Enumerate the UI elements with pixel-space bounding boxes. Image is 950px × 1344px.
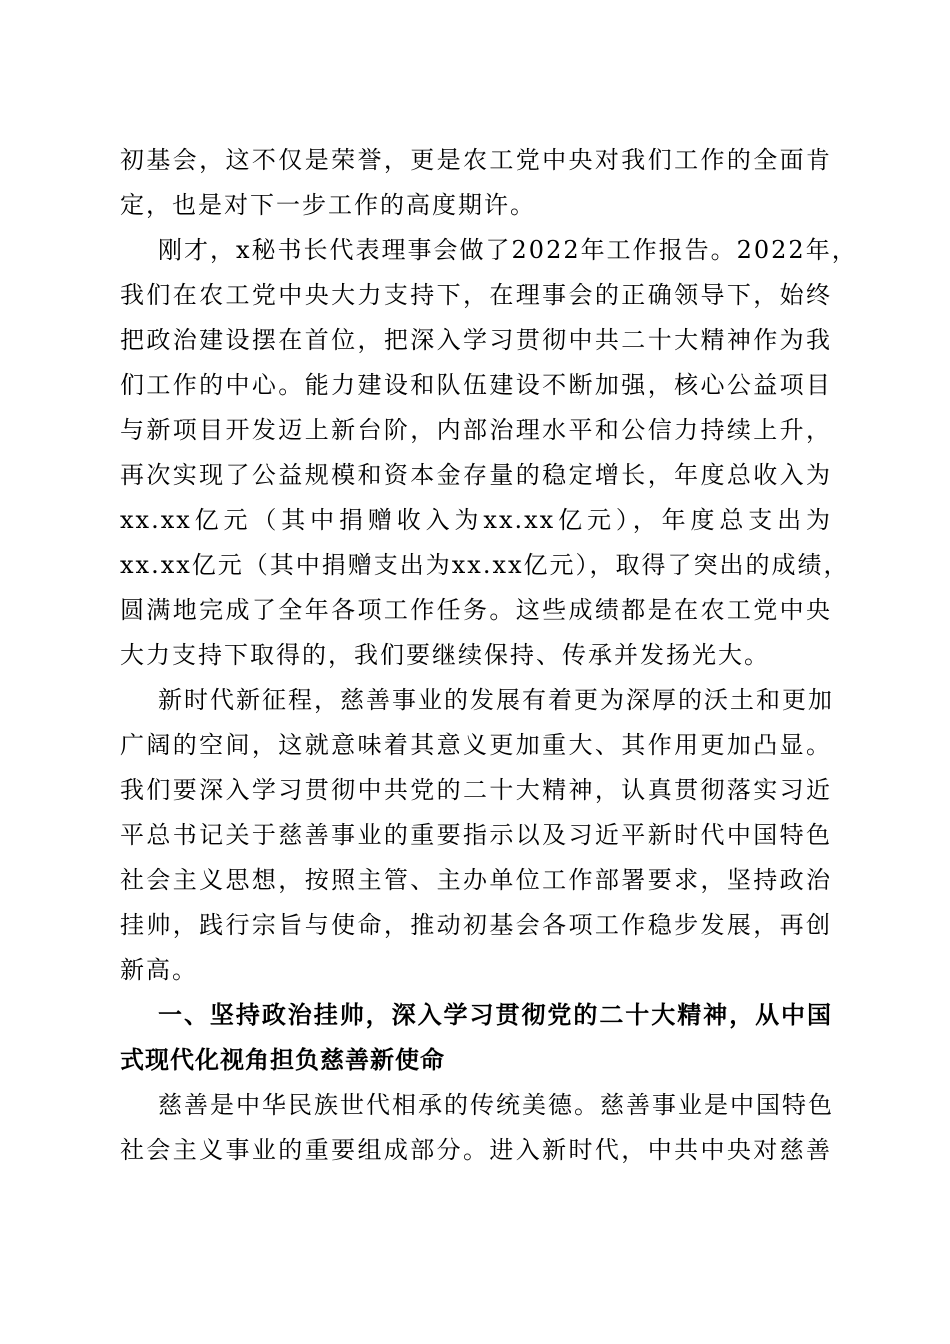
text-line: 社会主义事业的重要组成部分。进入新时代，中共中央对慈善 bbox=[120, 1136, 832, 1164]
text-line: 刚才，x秘书长代表理事会做了2022年工作报告。2022年， bbox=[158, 236, 858, 264]
text-line: xx.xx亿元（其中捐赠支出为xx.xx亿元），取得了突出的成绩， bbox=[120, 551, 850, 579]
paragraph-3 bbox=[120, 678, 832, 993]
text-line: 把政治建设摆在首位，把深入学习贯彻中共二十大精神作为我 bbox=[120, 326, 832, 354]
text-line: 大力支持下取得的，我们要继续保持、传承并发扬光大。 bbox=[120, 641, 770, 669]
paragraph-2 bbox=[120, 228, 858, 678]
document-body bbox=[120, 138, 858, 1173]
text-line: 新高。 bbox=[120, 956, 198, 984]
heading-line: 式现代化视角担负慈善新使命 bbox=[120, 1046, 445, 1074]
heading-line: 一、坚持政治挂帅，深入学习贯彻党的二十大精神，从中国 bbox=[158, 1001, 832, 1029]
section-heading-1 bbox=[120, 993, 832, 1083]
text-line: 圆满地完成了全年各项工作任务。这些成绩都是在农工党中央 bbox=[120, 596, 832, 624]
text-line: 与新项目开发迈上新台阶，内部治理水平和公信力持续上升， bbox=[120, 416, 832, 444]
text-line: 们工作的中心。能力建设和队伍建设不断加强，核心公益项目 bbox=[120, 371, 832, 399]
paragraph-1 bbox=[120, 138, 832, 228]
text-line: 新时代新征程，慈善事业的发展有着更为深厚的沃土和更加 bbox=[158, 686, 834, 714]
text-line: 慈善是中华民族世代相承的传统美德。慈善事业是中国特色 bbox=[158, 1091, 834, 1119]
text-line: 我们要深入学习贯彻中共党的二十大精神，认真贯彻落实习近 bbox=[120, 776, 832, 804]
text-line: xx.xx亿元（其中捐赠收入为xx.xx亿元），年度总支出为 bbox=[120, 506, 832, 534]
text-line: 广阔的空间，这就意味着其意义更加重大、其作用更加凸显。 bbox=[120, 731, 832, 759]
text-line: 社会主义思想，按照主管、主办单位工作部署要求，坚持政治 bbox=[120, 866, 832, 894]
text-line: 再次实现了公益规模和资本金存量的稳定增长，年度总收入为 bbox=[120, 461, 832, 489]
text-line: 初基会，这不仅是荣誉，更是农工党中央对我们工作的全面肯 bbox=[120, 146, 832, 174]
text-line: 我们在农工党中央大力支持下，在理事会的正确领导下，始终 bbox=[120, 281, 832, 309]
paragraph-4 bbox=[120, 1083, 832, 1173]
text-line: 定，也是对下一步工作的高度期许。 bbox=[120, 191, 536, 219]
text-line: 挂帅，践行宗旨与使命，推动初基会各项工作稳步发展，再创 bbox=[120, 911, 832, 939]
text-line: 平总书记关于慈善事业的重要指示以及习近平新时代中国特色 bbox=[120, 821, 832, 849]
